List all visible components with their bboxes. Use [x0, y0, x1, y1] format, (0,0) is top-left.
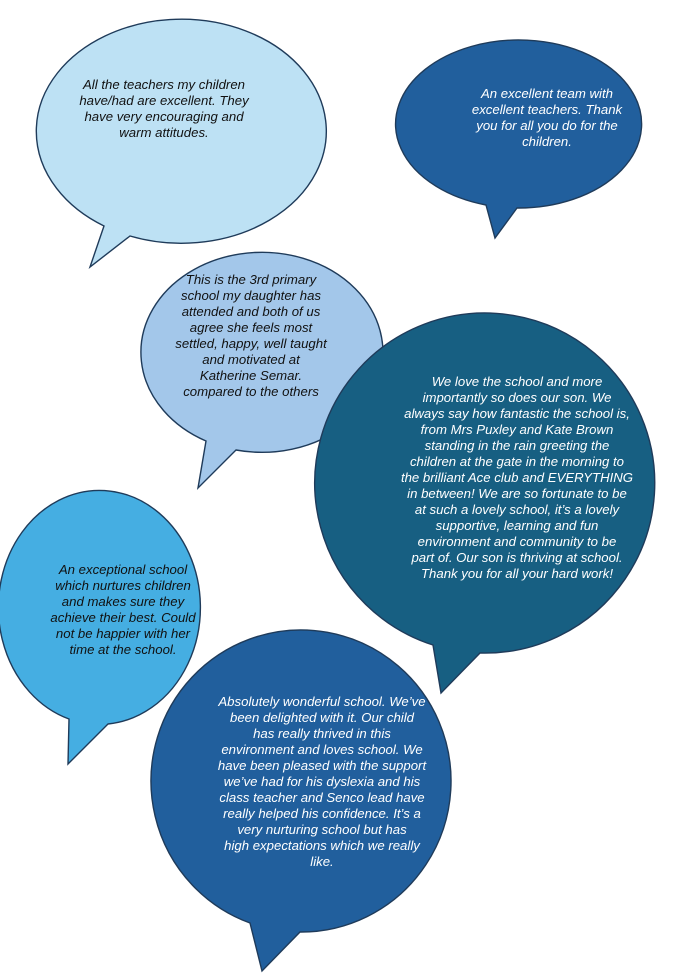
testimonial-4-text: We love the school and more importantly so does our son. We always say how fantastic the school is, from Mrs Puxley and Kate Brown standing in the rain greeting the children at the gate in the morning to the brilliant Ace club and EVERYTHING in between! We are so fortunate to be at such a lovely school, it’s a lovely supportive, learning and fun environment and community to be part of. Our son is thriving at school. Thank you for all your hard work! — [400, 374, 634, 581]
speech-bubble-1-shape — [36, 19, 326, 267]
testimonial-1-text: All the teachers my children have/had are excellent. They have very encouraging and warm attitudes. — [79, 77, 249, 140]
testimonial-6-text: Absolutely wonderful school. We’ve been delighted with it. Our child has really thrived in this environment and loves school. We have been pleased with the support we’ve had for his dyslexia and his class teacher and Senco lead have really helped his confidence. It’s a very nurturing school but has high expectations which we really like. — [217, 694, 427, 869]
testimonial-3-text: This is the 3rd primary school my daughter has attended and both of us agree she feels most settled, happy, well taught and motivated at Katherine Semar. compared to the others — [175, 272, 327, 399]
speech-bubble-1 — [36, 19, 326, 267]
testimonial-5-text: An exceptional school which nurtures children and makes sure they achieve their best. Could not be happier with her time at the school. — [50, 562, 196, 657]
testimonial-2-text: An excellent team with excellent teachers. Thank you for all you do for the children. — [471, 86, 623, 149]
